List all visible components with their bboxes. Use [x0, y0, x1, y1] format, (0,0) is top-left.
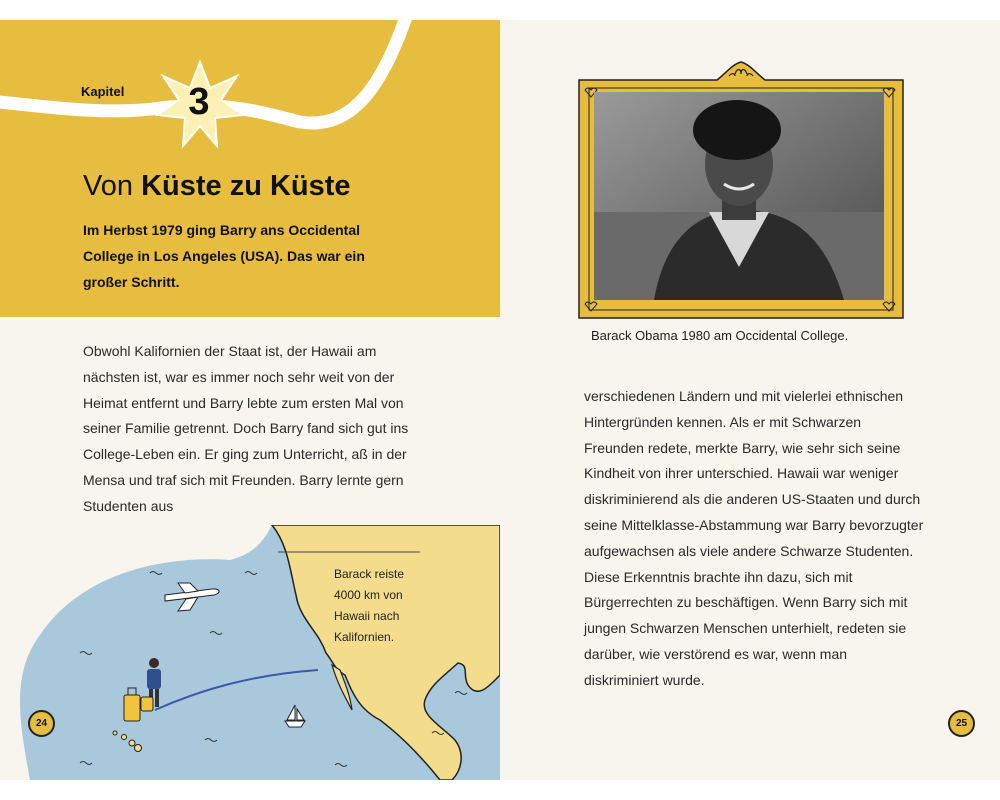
chapter-title-bold: Küste zu Küste — [141, 170, 351, 202]
chapter-intro: Im Herbst 1979 ging Barry ans Occidental College in Los Angeles (USA). Das war ein großer Schritt. — [83, 222, 365, 290]
portrait-photo — [594, 92, 884, 300]
photo-caption: Barack Obama 1980 am Occidental College. — [591, 328, 849, 343]
chapter-title-light: Von — [83, 170, 142, 202]
map-caption: Barack reiste 4000 km von Hawaii nach Kalifornien. — [334, 567, 405, 644]
right-page — [500, 20, 1000, 780]
left-page — [0, 20, 500, 780]
body-text-left: Obwohl Kalifornien der Staat ist, der Hawaii am nächsten ist, war es immer noch sehr weit von der Heimat entfernt und Barry lebte zum ersten Mal von seiner Familie getrennt. Doch Barry fand sich gut ins College-Leben ein. Er ging zum Unterricht, aß in der Mensa und traf sich mit Freunden. Barry lernte gern Studenten aus — [83, 343, 409, 514]
page-number: 24 — [28, 710, 55, 737]
page-number: 25 — [948, 710, 975, 737]
body-text-right: verschiedenen Ländern und mit vielerlei ethnischen Hintergründen kennen. Als er mit Schwarzen Freunden redete, merkte Barry, wie sehr sich seine Kindheit von ihrer unterschied. Hawaii war weniger diskriminierend als die anderen US-Staaten und durch seine Mittelklasse-Abstammung war Barry bevorzugter aufgewachsen als viele andere Schwarze Studenten. Diese Erkenntnis brachte ihn dazu, sich mit Bürgerrechten zu beschäftigen. Wenn Barry sich mit jungen Schwarzen Menschen unterhielt, redeten sie darüber, wie verstörend es war, wenn man diskriminiert wurde. — [584, 388, 924, 688]
chapter-title — [83, 170, 351, 203]
chapter-label: Kapitel — [81, 84, 125, 99]
travel-map — [0, 525, 500, 780]
chapter-number: 3 — [188, 81, 210, 123]
